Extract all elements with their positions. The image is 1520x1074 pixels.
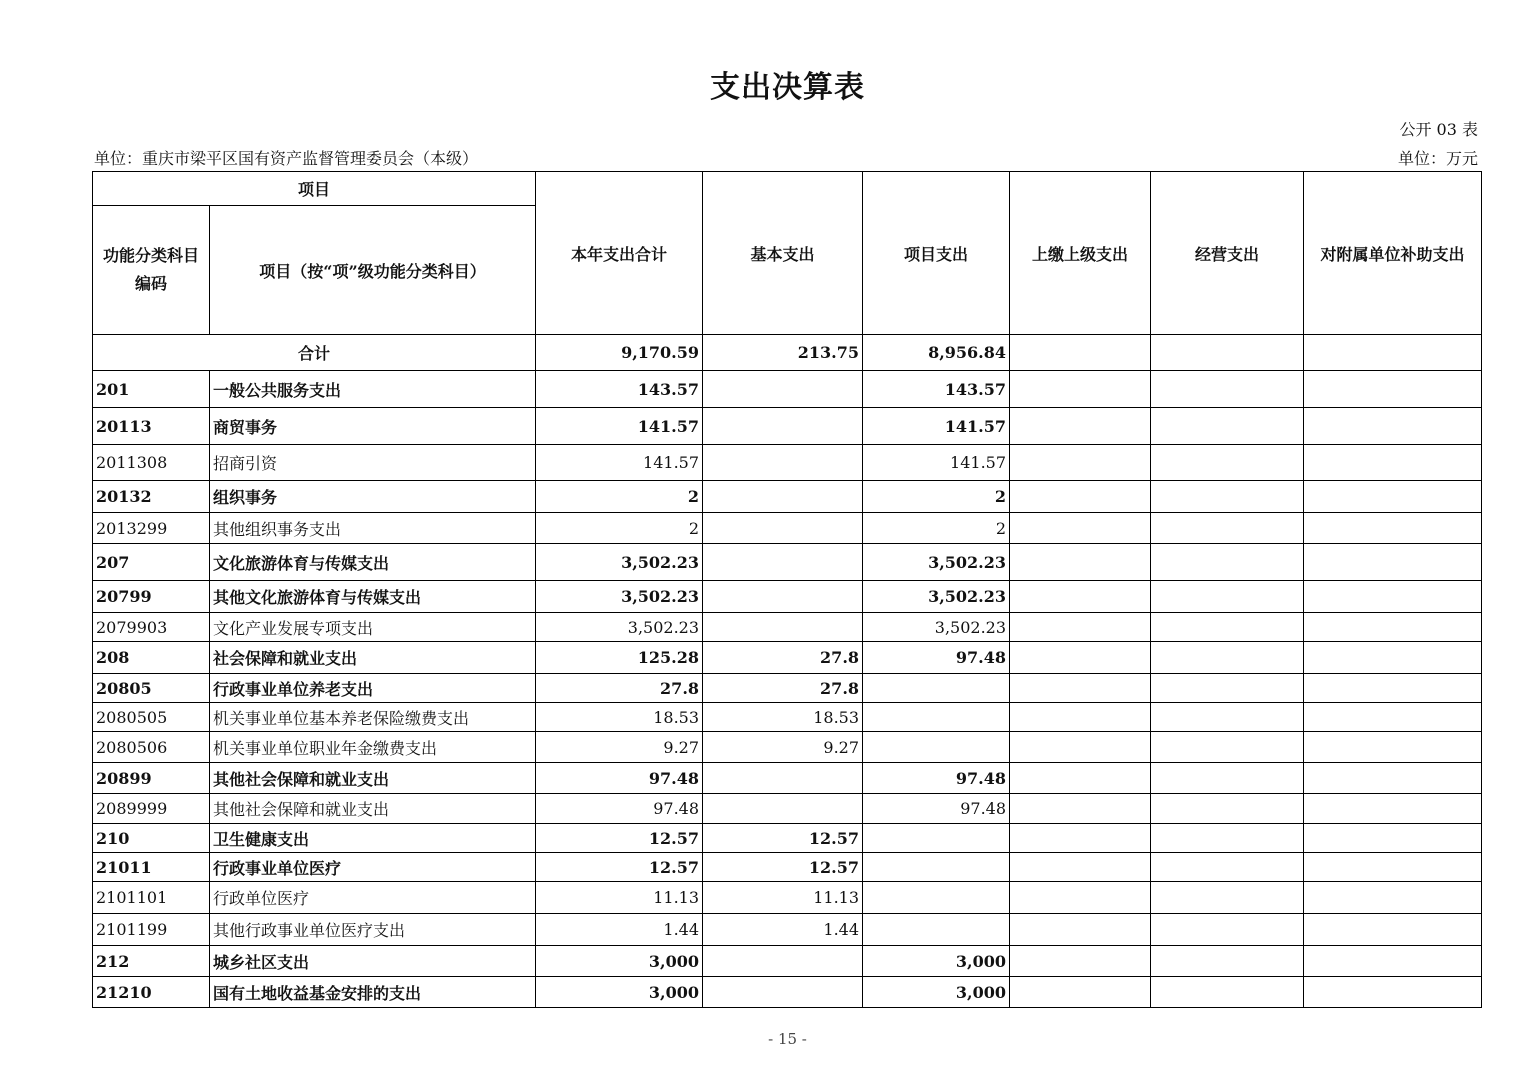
cell-business — [1151, 703, 1304, 732]
cell-subsidy — [1304, 445, 1482, 481]
cell-basic — [703, 481, 863, 513]
cell-total: 9.27 — [536, 732, 703, 763]
cell-name: 其他行政事业单位医疗支出 — [210, 914, 536, 946]
cell-total: 2 — [536, 513, 703, 544]
cell-subsidy — [1304, 674, 1482, 703]
cell-code: 201 — [93, 371, 210, 408]
cell-name: 其他文化旅游体育与传媒支出 — [210, 581, 536, 613]
cell-business — [1151, 946, 1304, 977]
cell-project — [863, 882, 1010, 914]
cell-name: 机关事业单位职业年金缴费支出 — [210, 732, 536, 763]
cell-business — [1151, 914, 1304, 946]
table-row — [93, 853, 1482, 882]
cell-total: 12.57 — [536, 853, 703, 882]
cell-code: 210 — [93, 824, 210, 853]
cell-subsidy — [1304, 794, 1482, 824]
cell-name: 其他社会保障和就业支出 — [210, 794, 536, 824]
table-row — [93, 882, 1482, 914]
table-row — [93, 445, 1482, 481]
cell-code: 2011308 — [93, 445, 210, 481]
cell-basic — [703, 613, 863, 642]
cell-basic: 12.57 — [703, 824, 863, 853]
table-row — [93, 763, 1482, 794]
cell-subsidy — [1304, 946, 1482, 977]
cell-project: 97.48 — [863, 642, 1010, 674]
cell-code: 212 — [93, 946, 210, 977]
cell-basic: 12.57 — [703, 853, 863, 882]
cell-upper — [1010, 581, 1151, 613]
cell-project — [863, 914, 1010, 946]
cell-total: 1.44 — [536, 914, 703, 946]
cell-name: 商贸事务 — [210, 408, 536, 445]
cell-business — [1151, 513, 1304, 544]
cell-upper — [1010, 513, 1151, 544]
cell-name: 一般公共服务支出 — [210, 371, 536, 408]
cell-project: 2 — [863, 513, 1010, 544]
table-row — [93, 824, 1482, 853]
cell-basic — [703, 371, 863, 408]
cell-upper — [1010, 824, 1151, 853]
cell-code: 20132 — [93, 481, 210, 513]
cell-name: 卫生健康支出 — [210, 824, 536, 853]
cell-upper — [1010, 371, 1151, 408]
cell-project: 2 — [863, 481, 1010, 513]
cell-total: 12.57 — [536, 824, 703, 853]
cell-business — [1151, 642, 1304, 674]
cell-upper — [1010, 613, 1151, 642]
cell-project: 141.57 — [863, 408, 1010, 445]
cell-basic — [703, 544, 863, 581]
cell-subsidy — [1304, 882, 1482, 914]
cell-code: 20899 — [93, 763, 210, 794]
cell-upper — [1010, 914, 1151, 946]
cell-code: 208 — [93, 642, 210, 674]
cell-total: 3,502.23 — [536, 544, 703, 581]
cell-code: 21210 — [93, 977, 210, 1008]
cell-basic: 1.44 — [703, 914, 863, 946]
cell-project — [863, 853, 1010, 882]
cell-upper — [1010, 977, 1151, 1008]
cell-subsidy — [1304, 513, 1482, 544]
header-item: 项目 — [93, 172, 536, 206]
cell-subsidy — [1304, 853, 1482, 882]
currency-unit: 单位：万元 — [1397, 149, 1478, 168]
cell-upper — [1010, 481, 1151, 513]
cell-business — [1151, 794, 1304, 824]
cell-project: 3,000 — [863, 946, 1010, 977]
cell-subsidy — [1304, 613, 1482, 642]
cell-name: 城乡社区支出 — [210, 946, 536, 977]
cell-upper — [1010, 445, 1151, 481]
cell-upper — [1010, 642, 1151, 674]
cell-subsidy — [1304, 977, 1482, 1008]
cell-subsidy — [1304, 581, 1482, 613]
cell-business — [1151, 824, 1304, 853]
cell-name: 行政单位医疗 — [210, 882, 536, 914]
cell-code: 20805 — [93, 674, 210, 703]
table-row — [93, 946, 1482, 977]
table-row — [93, 513, 1482, 544]
cell-total: 141.57 — [536, 445, 703, 481]
header-subsidy: 对附属单位补助支出 — [1304, 172, 1482, 335]
table-row — [93, 371, 1482, 408]
cell-total: 3,000 — [536, 977, 703, 1008]
cell-total: 3,000 — [536, 946, 703, 977]
cell-project: 141.57 — [863, 445, 1010, 481]
cell-upper — [1010, 882, 1151, 914]
header-code: 功能分类科目编码 — [93, 206, 210, 335]
cell-business — [1151, 977, 1304, 1008]
cell-upper — [1010, 763, 1151, 794]
total-subsidy — [1304, 335, 1482, 371]
cell-upper — [1010, 703, 1151, 732]
total-label: 合计 — [93, 335, 536, 371]
cell-basic — [703, 513, 863, 544]
expenditure-table — [92, 171, 1482, 1008]
cell-code: 20799 — [93, 581, 210, 613]
cell-total: 2 — [536, 481, 703, 513]
header-basic: 基本支出 — [703, 172, 863, 335]
cell-basic: 11.13 — [703, 882, 863, 914]
cell-business — [1151, 882, 1304, 914]
cell-code: 2089999 — [93, 794, 210, 824]
header-upper: 上缴上级支出 — [1010, 172, 1151, 335]
cell-subsidy — [1304, 703, 1482, 732]
header-total: 本年支出合计 — [536, 172, 703, 335]
cell-project: 3,502.23 — [863, 613, 1010, 642]
cell-business — [1151, 763, 1304, 794]
cell-project: 97.48 — [863, 794, 1010, 824]
cell-business — [1151, 674, 1304, 703]
cell-basic — [703, 763, 863, 794]
table-row — [93, 977, 1482, 1008]
page-title: 支出决算表 — [710, 70, 865, 105]
cell-subsidy — [1304, 732, 1482, 763]
cell-project: 3,502.23 — [863, 544, 1010, 581]
cell-basic — [703, 946, 863, 977]
cell-project: 3,502.23 — [863, 581, 1010, 613]
cell-code: 20113 — [93, 408, 210, 445]
cell-code: 2079903 — [93, 613, 210, 642]
cell-business — [1151, 408, 1304, 445]
cell-code: 2101101 — [93, 882, 210, 914]
cell-business — [1151, 853, 1304, 882]
cell-name: 机关事业单位基本养老保险缴费支出 — [210, 703, 536, 732]
cell-total: 11.13 — [536, 882, 703, 914]
table-row — [93, 703, 1482, 732]
cell-basic: 27.8 — [703, 642, 863, 674]
cell-total: 18.53 — [536, 703, 703, 732]
cell-project: 143.57 — [863, 371, 1010, 408]
cell-total: 27.8 — [536, 674, 703, 703]
cell-project — [863, 824, 1010, 853]
cell-project — [863, 703, 1010, 732]
cell-basic — [703, 977, 863, 1008]
cell-upper — [1010, 853, 1151, 882]
cell-name: 国有土地收益基金安排的支出 — [210, 977, 536, 1008]
cell-subsidy — [1304, 642, 1482, 674]
cell-basic — [703, 581, 863, 613]
cell-total: 125.28 — [536, 642, 703, 674]
total-row — [93, 335, 1482, 371]
table-row — [93, 613, 1482, 642]
cell-project: 3,000 — [863, 977, 1010, 1008]
cell-name: 其他社会保障和就业支出 — [210, 763, 536, 794]
total-total: 9,170.59 — [536, 335, 703, 371]
total-project: 8,956.84 — [863, 335, 1010, 371]
cell-basic — [703, 408, 863, 445]
reporting-unit: 单位：重庆市梁平区国有资产监督管理委员会（本级） — [94, 149, 479, 168]
cell-basic: 27.8 — [703, 674, 863, 703]
cell-upper — [1010, 946, 1151, 977]
cell-business — [1151, 581, 1304, 613]
cell-total: 141.57 — [536, 408, 703, 445]
cell-subsidy — [1304, 408, 1482, 445]
table-row — [93, 481, 1482, 513]
cell-project — [863, 674, 1010, 703]
cell-upper — [1010, 408, 1151, 445]
table-row — [93, 408, 1482, 445]
table-row — [93, 794, 1482, 824]
cell-basic: 18.53 — [703, 703, 863, 732]
cell-business — [1151, 371, 1304, 408]
header-name: 项目（按“项”级功能分类科目） — [210, 206, 536, 335]
cell-total: 97.48 — [536, 763, 703, 794]
cell-subsidy — [1304, 763, 1482, 794]
table-row — [93, 544, 1482, 581]
cell-code: 207 — [93, 544, 210, 581]
total-basic: 213.75 — [703, 335, 863, 371]
cell-code: 2080505 — [93, 703, 210, 732]
cell-business — [1151, 732, 1304, 763]
cell-subsidy — [1304, 544, 1482, 581]
cell-basic — [703, 794, 863, 824]
table-row — [93, 642, 1482, 674]
cell-name: 行政事业单位养老支出 — [210, 674, 536, 703]
cell-total: 3,502.23 — [536, 581, 703, 613]
cell-business — [1151, 481, 1304, 513]
form-number: 公开 03 表 — [1399, 120, 1478, 139]
cell-name: 文化旅游体育与传媒支出 — [210, 544, 536, 581]
total-business — [1151, 335, 1304, 371]
cell-name: 招商引资 — [210, 445, 536, 481]
cell-total: 97.48 — [536, 794, 703, 824]
cell-upper — [1010, 674, 1151, 703]
cell-subsidy — [1304, 371, 1482, 408]
table-row — [93, 732, 1482, 763]
cell-subsidy — [1304, 914, 1482, 946]
cell-name: 行政事业单位医疗 — [210, 853, 536, 882]
cell-project: 97.48 — [863, 763, 1010, 794]
header-business: 经营支出 — [1151, 172, 1304, 335]
cell-code: 2013299 — [93, 513, 210, 544]
header-project: 项目支出 — [863, 172, 1010, 335]
cell-name: 文化产业发展专项支出 — [210, 613, 536, 642]
cell-basic: 9.27 — [703, 732, 863, 763]
cell-name: 组织事务 — [210, 481, 536, 513]
table-row — [93, 674, 1482, 703]
cell-business — [1151, 445, 1304, 481]
table-row — [93, 581, 1482, 613]
cell-total: 3,502.23 — [536, 613, 703, 642]
cell-business — [1151, 544, 1304, 581]
cell-upper — [1010, 794, 1151, 824]
cell-subsidy — [1304, 824, 1482, 853]
cell-code: 21011 — [93, 853, 210, 882]
cell-name: 其他组织事务支出 — [210, 513, 536, 544]
cell-total: 143.57 — [536, 371, 703, 408]
cell-business — [1151, 613, 1304, 642]
cell-basic — [703, 445, 863, 481]
cell-name: 社会保障和就业支出 — [210, 642, 536, 674]
cell-upper — [1010, 732, 1151, 763]
total-upper — [1010, 335, 1151, 371]
cell-code: 2080506 — [93, 732, 210, 763]
cell-upper — [1010, 544, 1151, 581]
cell-subsidy — [1304, 481, 1482, 513]
table-row — [93, 914, 1482, 946]
cell-code: 2101199 — [93, 914, 210, 946]
page-number: - 15 - — [768, 1030, 807, 1048]
cell-project — [863, 732, 1010, 763]
